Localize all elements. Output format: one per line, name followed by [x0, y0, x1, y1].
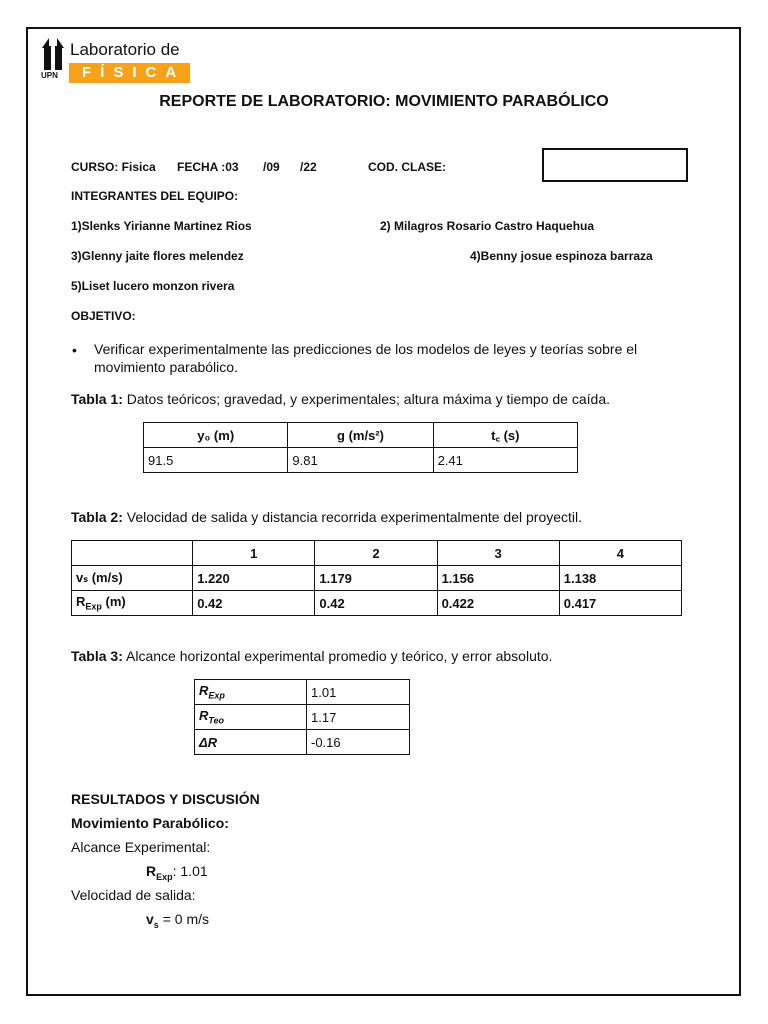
rexp-result-value: : 1.01: [172, 863, 208, 879]
table3-label-delta-r: ΔR: [195, 730, 307, 755]
logo-line2: FÍSICA: [69, 63, 190, 83]
velocidad-label: Velocidad de salida:: [71, 887, 196, 903]
results-heading: RESULTADOS Y DISCUSIÓN: [71, 791, 260, 807]
table1-header-tc: t꜀ (s): [433, 423, 577, 448]
team-member-3: 3)Glenny jaite flores melendez: [71, 249, 244, 263]
table2-row-label-rexp: [72, 591, 193, 616]
table2-cell: 0.417: [559, 591, 681, 616]
vs-result-value: = 0 m/s: [158, 911, 209, 927]
table3-rexp-symbol: R: [199, 683, 209, 699]
table1-caption-label: Tabla 1:: [71, 391, 123, 407]
rexp-result-symbol: R: [146, 863, 157, 879]
curso-label: CURSO: Fisica: [71, 160, 156, 174]
table1: [143, 422, 578, 473]
table2-header-col: 1: [193, 541, 315, 566]
table1-header-g: g (m/s²): [288, 423, 433, 448]
table3-value-delta-r: -0.16: [307, 730, 410, 755]
table2: [71, 540, 682, 616]
table2-caption: [71, 509, 582, 525]
table3-rteo-sub: Teo: [208, 715, 225, 726]
table1-header-y0: y₀ (m): [144, 423, 288, 448]
fecha-year: /22: [300, 160, 317, 174]
table3-rteo-symbol: R: [199, 708, 209, 724]
table2-cell: 1.179: [315, 566, 437, 591]
fecha-month: /09: [263, 160, 280, 174]
rexp-unit: (m): [101, 594, 126, 610]
objective-heading: OBJETIVO:: [71, 309, 136, 323]
table2-cell: 0.422: [437, 591, 559, 616]
table1-caption: [71, 391, 610, 407]
table3-caption-text: Alcance horizontal experimental promedio y teórico, y error absoluto.: [122, 648, 553, 664]
table2-header-col: 3: [437, 541, 559, 566]
vs-result-sub: s: [153, 919, 159, 930]
logo-line1: Laboratorio de: [70, 40, 180, 59]
team-heading: INTEGRANTES DEL EQUIPO:: [71, 189, 239, 203]
table2-row-label-vs: vₛ (m/s): [72, 566, 193, 591]
table3-value-rexp: 1.01: [307, 680, 410, 705]
objective-bullet: •: [72, 342, 77, 358]
team-member-4: 4)Benny josue espinoza barraza: [470, 249, 653, 263]
objective-line-2: movimiento parabólico.: [94, 359, 238, 375]
table2-cell: 1.220: [193, 566, 315, 591]
table2-caption-text: Velocidad de salida y distancia recorrida experimentalmente del proyectil.: [122, 509, 583, 525]
table1-caption-text: Datos teóricos; gravedad, y experimentales; altura máxima y tiempo de caída.: [122, 391, 610, 407]
rexp-result: [146, 863, 208, 882]
table2-cell: 1.138: [559, 566, 681, 591]
rexp-subscript: Exp: [85, 601, 102, 612]
page-title: REPORTE DE LABORATORIO: MOVIMIENTO PARABÓLICO: [159, 93, 609, 110]
table3-rexp-sub: Exp: [208, 690, 225, 701]
table3-caption: [71, 648, 552, 664]
table2-header-empty: [72, 541, 193, 566]
vs-result-symbol: v: [146, 911, 154, 927]
fecha-label: FECHA :03: [177, 160, 239, 174]
table1-cell-tc: 2.41: [433, 448, 577, 473]
table3: [194, 679, 410, 755]
results-subheading: Movimiento Parabólico:: [71, 815, 229, 831]
alcance-label: Alcance Experimental:: [71, 839, 211, 855]
team-member-5: 5)Liset lucero monzon rivera: [71, 279, 235, 293]
rexp-result-sub: Exp: [156, 871, 173, 882]
table3-label-rteo: [195, 705, 307, 730]
table2-cell: 0.42: [193, 591, 315, 616]
table2-cell: 0.42: [315, 591, 437, 616]
table1-cell-g: 9.81: [288, 448, 433, 473]
team-member-1: 1)Slenks Yirianne Martinez Rios: [71, 219, 252, 233]
vs-result: [146, 911, 209, 930]
table2-caption-label: Tabla 2:: [71, 509, 123, 525]
table3-label-rexp: [195, 680, 307, 705]
table2-header-col: 4: [559, 541, 681, 566]
table3-value-rteo: 1.17: [307, 705, 410, 730]
cod-clase-label: COD. CLASE:: [368, 160, 446, 174]
rexp-symbol: R: [76, 594, 86, 610]
cod-clase-box: [542, 148, 688, 182]
logo-abbrev: UPN: [41, 71, 58, 80]
table2-cell: 1.156: [437, 566, 559, 591]
table2-header-col: 2: [315, 541, 437, 566]
team-member-2: 2) Milagros Rosario Castro Haquehua: [380, 219, 595, 233]
objective-line-1: Verificar experimentalmente las predicciones de los modelos de leyes y teorías sobre el: [94, 341, 638, 357]
table1-cell-y0: 91.5: [144, 448, 288, 473]
table3-caption-label: Tabla 3:: [71, 648, 123, 664]
